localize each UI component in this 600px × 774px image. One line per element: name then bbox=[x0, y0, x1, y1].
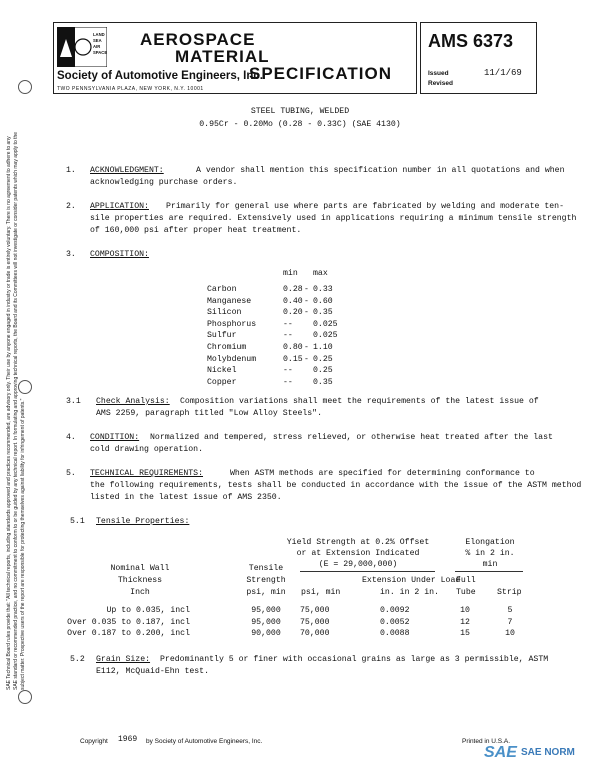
composition-min: 0.15 bbox=[283, 354, 303, 364]
composition-element: Carbon bbox=[207, 285, 237, 294]
composition-dash: - bbox=[304, 354, 309, 364]
composition-min: 0.28 bbox=[283, 285, 303, 294]
composition-dash: - bbox=[304, 308, 309, 318]
tensile-wall: Up to 0.035, incl bbox=[106, 606, 190, 615]
section-number: 1. bbox=[66, 166, 76, 175]
spec-number: AMS 6373 bbox=[428, 31, 514, 51]
section-text: Primarily for general use where parts are fabricated by welding and moderate ten- bbox=[166, 202, 564, 211]
section-heading: CONDITION: bbox=[90, 433, 140, 442]
tensile-yield: 70,000 bbox=[300, 629, 330, 638]
header-divider bbox=[300, 571, 435, 572]
sae-logo bbox=[57, 27, 107, 67]
tensile-extension: 0.0088 bbox=[380, 629, 410, 638]
section-number: 4. bbox=[66, 433, 76, 442]
org-address: TWO PENNSYLVANIA PLAZA, NEW YORK, N.Y. 10001 bbox=[57, 86, 204, 92]
tensile-strip: 10 bbox=[505, 629, 515, 638]
composition-max: 0.25 bbox=[313, 354, 333, 364]
tensile-full-tube: 10 bbox=[460, 606, 470, 615]
section-heading: Tensile Properties: bbox=[96, 517, 190, 526]
logo-word: LAND bbox=[93, 32, 105, 37]
tensile-wall: Over 0.187 to 0.200, incl bbox=[67, 629, 190, 638]
section-text: Composition variations shall meet the requirements of the latest issue of bbox=[180, 397, 539, 406]
composition-max: 0.35 bbox=[313, 377, 333, 387]
composition-max: 0.025 bbox=[313, 331, 338, 341]
wall-header: Thickness bbox=[117, 576, 163, 585]
composition-element: Molybdenum bbox=[207, 354, 257, 364]
tensile-strength: 95,000 bbox=[251, 617, 281, 627]
composition-max: 0.60 bbox=[313, 296, 333, 306]
tensile-full-tube: 12 bbox=[460, 617, 470, 627]
wall-header: Inch bbox=[130, 588, 150, 597]
composition-dash: - bbox=[304, 285, 309, 294]
section-number: 3.1 bbox=[66, 397, 81, 406]
tensile-wall: Over 0.035 to 0.187, incl bbox=[67, 617, 190, 627]
binder-hole bbox=[18, 690, 32, 704]
section-heading: TECHNICAL REQUIREMENTS: bbox=[90, 469, 204, 478]
footer-year: 1969 bbox=[118, 735, 138, 744]
composition-dash: - bbox=[304, 296, 309, 306]
section-text: Predominantly 5 or finer with occasional grains as large as 3 permissible, ASTM bbox=[160, 655, 549, 664]
composition-max-header: max bbox=[313, 269, 328, 278]
composition-element: Phosphorus bbox=[207, 319, 257, 329]
composition-min: -- bbox=[283, 377, 293, 387]
composition-element: Manganese bbox=[207, 296, 252, 306]
tensile-strength: 90,000 bbox=[251, 629, 281, 638]
elongation-header: Elongation bbox=[465, 538, 515, 547]
section-number: 5. bbox=[66, 469, 76, 478]
section-text: Normalized and tempered, stress relieved, or otherwise heat treated after the last bbox=[150, 433, 553, 442]
extension-header: in. in 2 in. bbox=[380, 588, 439, 597]
header-divider bbox=[455, 571, 523, 572]
section-text: When ASTM methods are specified for determining conformance to bbox=[230, 469, 535, 478]
section-number: 5.2 bbox=[70, 655, 85, 664]
logo-word: SPACE bbox=[93, 50, 108, 55]
full-tube-header: Full bbox=[456, 576, 476, 585]
section-heading: COMPOSITION: bbox=[90, 250, 149, 259]
section-number: 5.1 bbox=[70, 517, 85, 526]
section-text: listed in the latest issue of AMS 2350. bbox=[90, 493, 282, 502]
section-text: A vendor shall mention this specification number in all quotations and when bbox=[196, 166, 565, 175]
section-text: the following requirements, tests shall be conducted in accordance with the issue of the ASTM method bbox=[90, 481, 582, 490]
tensile-strip: 5 bbox=[507, 606, 513, 615]
wall-header: Nominal Wall bbox=[110, 564, 170, 573]
composition-min: -- bbox=[283, 331, 293, 341]
elongation-header: % in 2 in. bbox=[465, 549, 515, 558]
revised-label: Revised bbox=[428, 80, 453, 87]
composition-min: 0.40 bbox=[283, 296, 303, 306]
strip-header: Strip bbox=[497, 588, 522, 597]
binder-hole bbox=[18, 80, 32, 94]
title-aerospace: AEROSPACE bbox=[140, 30, 256, 49]
section-text: of 160,000 psi after proper heat treatment. bbox=[90, 226, 302, 235]
watermark-text: SAE NORM bbox=[521, 747, 575, 758]
yield-header: or at Extension Indicated bbox=[296, 549, 420, 558]
section-text: E112, McQuaid-Ehn test. bbox=[96, 667, 210, 676]
extension-header: Extension Under Load bbox=[362, 576, 461, 585]
footer-copyright: Copyright bbox=[80, 738, 108, 745]
title-material: MATERIAL bbox=[175, 47, 270, 66]
logo-word: AIR bbox=[93, 44, 101, 49]
section-number: 3. bbox=[66, 250, 76, 259]
side-disclaimer: SAE Technical Board rules provide that: "All technical reports, including standards approved and practices recommended, are advisory only. Their use by anyone engaged in industry or trade is entirely voluntary. There is no agreement to adhere to any SAE standard or recommended practice, and no commitment to conform to or be guided by any technical report. In formulating and approving technical reports, the Board and its Committees will not investigate or consider patents which may apply to the subject matter. Prospective users of the report are responsible for protecting themselves against liability for infringement of patents." bbox=[6, 131, 26, 690]
composition-max: 0.35 bbox=[313, 308, 333, 318]
tensile-full-tube: 15 bbox=[460, 629, 470, 638]
composition-min: -- bbox=[283, 319, 293, 329]
tensile-strength: 95,000 bbox=[251, 606, 281, 615]
org-name: Society of Automotive Engineers, Inc. bbox=[57, 70, 263, 82]
composition-max: 0.33 bbox=[313, 285, 333, 294]
composition-element: Sulfur bbox=[207, 331, 237, 341]
composition-min: 0.80 bbox=[283, 343, 303, 352]
doc-title: STEEL TUBING, WELDED bbox=[250, 107, 350, 116]
issued-date: 11/1/69 bbox=[484, 68, 522, 78]
composition-element: Chromium bbox=[207, 343, 247, 352]
section-text: acknowledging purchase orders. bbox=[90, 178, 238, 187]
watermark-logo: SAE bbox=[484, 744, 517, 761]
composition-min: 0.20 bbox=[283, 308, 303, 318]
tensile-extension: 0.0092 bbox=[380, 606, 410, 615]
logo-word: SEA bbox=[93, 38, 102, 43]
section-text: cold drawing operation. bbox=[90, 445, 204, 454]
tensile-strip: 7 bbox=[507, 617, 513, 627]
yield-header: Yield Strength at 0.2% Offset bbox=[286, 538, 430, 547]
tensile-header: Strength bbox=[246, 576, 286, 585]
composition-max: 0.25 bbox=[313, 366, 333, 376]
composition-min: -- bbox=[283, 366, 293, 376]
doc-subtitle: 0.95Cr - 0.20Mo (0.28 - 0.33C) (SAE 4130) bbox=[199, 120, 401, 129]
elongation-header: min bbox=[482, 560, 498, 569]
section-text: AMS 2259, paragraph titled "Low Alloy Steels". bbox=[96, 409, 323, 418]
section-text: sile properties are required. Extensively used in applications requiring a minimum tensile strength bbox=[90, 214, 577, 223]
composition-element: Nickel bbox=[207, 366, 237, 376]
section-heading: APPLICATION: bbox=[90, 202, 149, 211]
composition-max: 0.025 bbox=[313, 319, 338, 329]
section-heading: Check Analysis: bbox=[96, 397, 170, 406]
tensile-yield: 75,000 bbox=[300, 606, 330, 615]
tensile-yield: 75,000 bbox=[300, 617, 330, 627]
footer-publisher: by Society of Automotive Engineers, Inc. bbox=[146, 738, 263, 745]
composition-min-header: min bbox=[283, 269, 298, 278]
yield-header: (E = 29,000,000) bbox=[318, 560, 398, 569]
composition-dash: - bbox=[304, 343, 309, 352]
composition-element: Silicon bbox=[207, 308, 242, 318]
full-tube-header: Tube bbox=[456, 588, 476, 597]
composition-element: Copper bbox=[207, 377, 237, 387]
issued-label: Issued bbox=[428, 70, 449, 77]
tensile-header: psi, min bbox=[246, 588, 286, 597]
footer-printed: Printed in U.S.A. bbox=[462, 738, 511, 745]
section-number: 2. bbox=[66, 202, 76, 211]
section-heading: ACKNOWLEDGMENT: bbox=[90, 166, 164, 175]
yield-psi-header: psi, min bbox=[301, 588, 341, 597]
tensile-header: Tensile bbox=[248, 564, 284, 573]
section-heading: Grain Size: bbox=[96, 655, 151, 664]
tensile-extension: 0.0052 bbox=[380, 617, 410, 627]
title-specification: SPECIFICATION bbox=[249, 64, 393, 83]
composition-max: 1.10 bbox=[313, 343, 333, 352]
